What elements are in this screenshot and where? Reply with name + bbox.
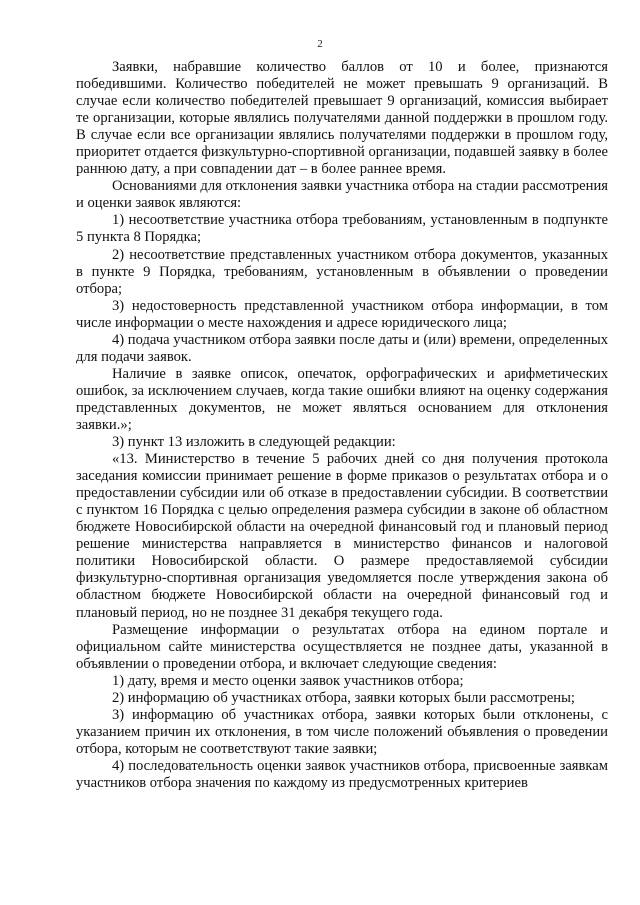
paragraph-clause-13-intro: 3) пункт 13 изложить в следующей редакции: [112, 434, 396, 451]
paragraph-typos: Наличие в заявке описок, опечаток, орфографических и арифметических ошибок, за исключением случаев, когда такие ошибки влияют на оценку содержания представленных документов, не может являться основанием для отклонения заявки.»; [76, 365, 608, 433]
list-item-info-4: 4) последовательность оценки заявок участников отбора, присвоенные заявкам участников отбора значения по каждому из предусмотренных критериев [76, 757, 608, 791]
list-item-rejection-4: 4) подача участником отбора заявки после даты и (или) времени, определенных для подачи заявок. [76, 331, 608, 365]
paragraph-clause-13: «13. Министерство в течение 5 рабочих дней со дня получения протокола заседания комиссии принимает решение в форме приказов о результатах отбора и о предоставлении субсидии или об отказе в предоставлении субсидии. В соответствии с пунктом 16 Порядка с целью определения размера субсидии в законе об областном бюджете Новосибирской области на очередной финансовый год и плановый период решение министерства направляется в министерство финансов и налоговой политики Новосибирской области. О размере предоставляемой субсидии физкультурно-спортивная организация уведомляется после утверждения закона об областном бюджете Новосибирской области на очередной финансовый год и плановый период, но не позднее 31 декабря текущего года. [76, 451, 608, 621]
list-item-rejection-1: 1) несоответствие участника отбора требованиям, установленным в подпункте 5 пункта 8 Порядка; [76, 212, 608, 246]
page-number: 2 [317, 38, 323, 50]
list-item-info-2: 2) информацию об участниках отбора, заявки которых были рассмотрены; [112, 689, 575, 706]
paragraph-winners: Заявки, набравшие количество баллов от 10 и более, признаются победившими. Количество победителей не может превышать 9 организаций. В случае если количество победителей превышает 9 организаций, комиссия выбирает те организации, которые являлись получателями данной поддержки в прошлом году. В случае если все организации являлись получателями поддержки в прошлом году, приоритет отдается физкультурно-спортивной организации, подавшей заявку в более раннюю дату, а при совпадении дат – в более раннее время. [76, 59, 608, 178]
list-item-info-3: 3) информацию об участниках отбора, заявки которых были отклонены, с указанием причин их отклонения, в том числе положений объявления о проведении отбора, которым не соответствуют такие заявки; [76, 706, 608, 757]
list-item-rejection-3: 3) недостоверность представленной участником отбора информации, в том числе информации о месте нахождения и адресе юридического лица; [76, 297, 608, 331]
list-item-rejection-2: 2) несоответствие представленных участником отбора документов, указанных в пункте 9 Порядка, требованиям, установленным в объявлении о проведении отбора; [76, 246, 608, 297]
paragraph-rejection-grounds: Основаниями для отклонения заявки участника отбора на стадии рассмотрения и оценки заявок являются: [76, 178, 608, 212]
list-item-info-1: 1) дату, время и место оценки заявок участников отбора; [112, 672, 464, 689]
document-body [76, 59, 608, 792]
paragraph-publication: Размещение информации о результатах отбора на едином портале и официальном сайте министерства осуществляется не позднее даты, указанной в объявлении о проведении отбора, и включает следующие сведения: [76, 621, 608, 672]
